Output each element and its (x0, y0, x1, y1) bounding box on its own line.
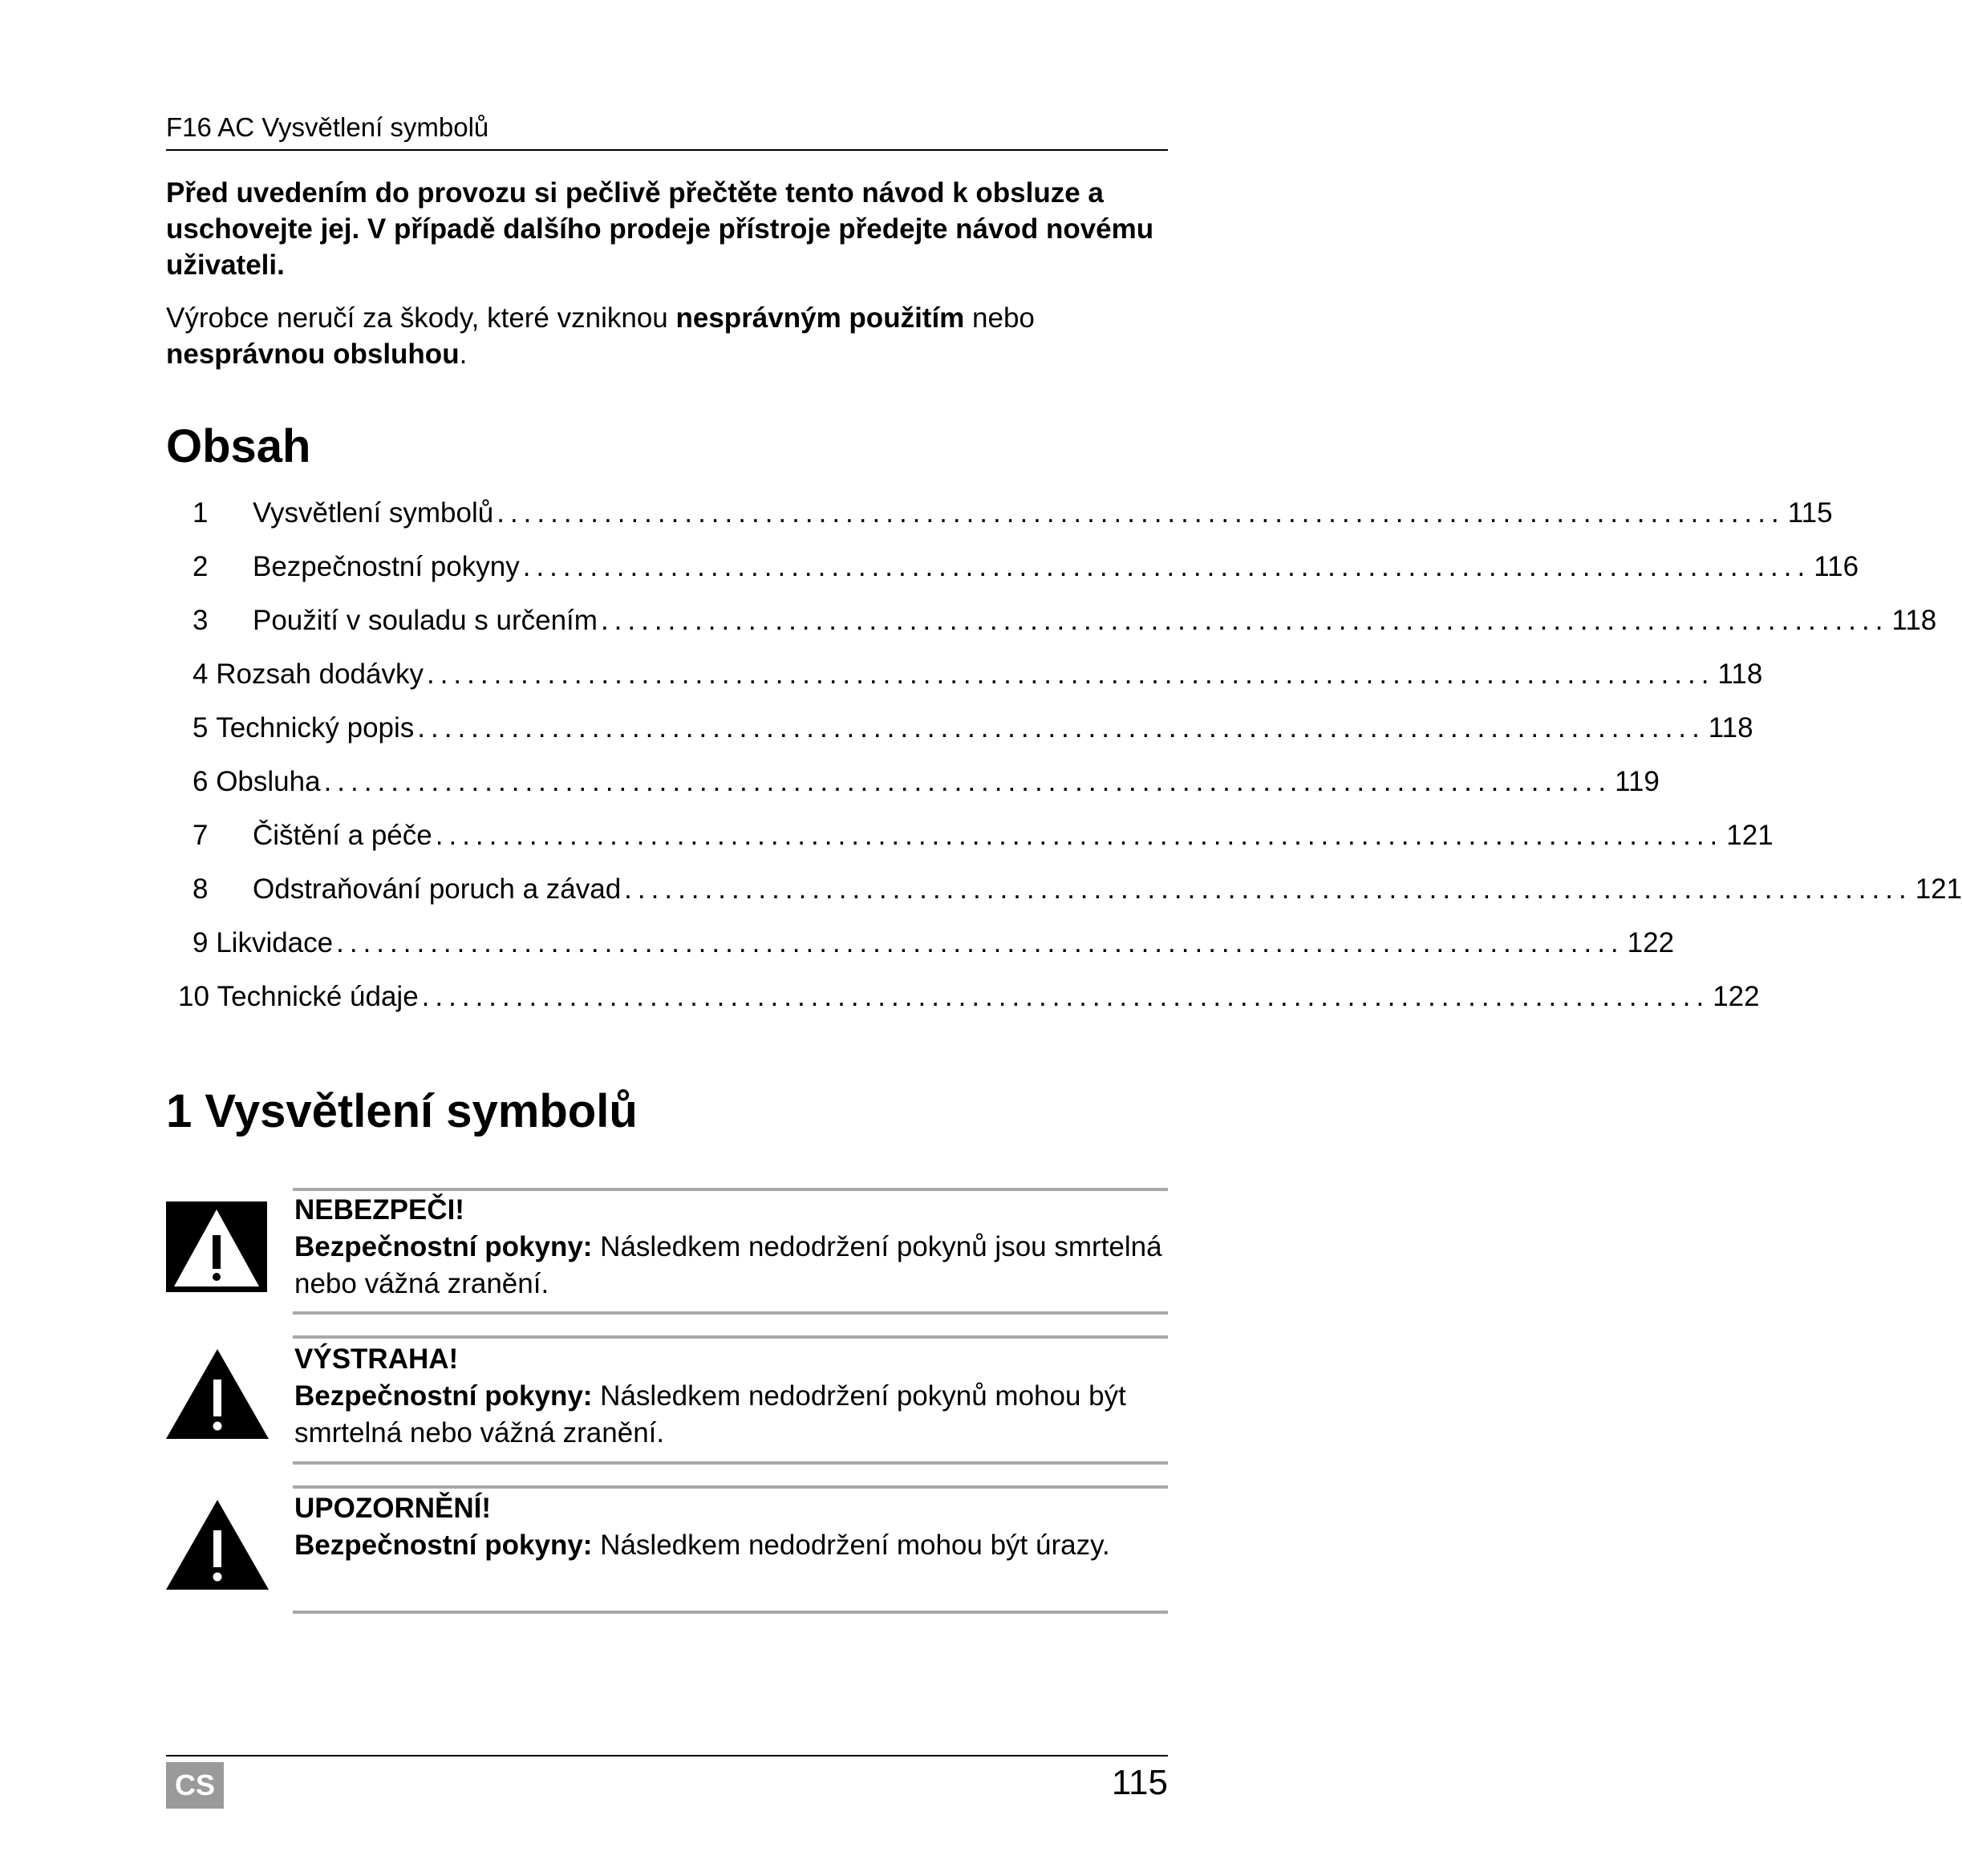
warning-caution (294, 1490, 1177, 1564)
toc-entry-page: 121 (1726, 820, 1774, 851)
toc-entry-number: 2 (193, 551, 209, 582)
footer-rule (166, 1755, 1168, 1756)
warning-rule-bottom (293, 1311, 1168, 1315)
warning-danger (294, 1192, 1177, 1303)
toc-entry-number: 7 (193, 820, 209, 851)
toc-entry-page: 115 (1787, 497, 1833, 529)
toc-entry-page: 118 (1717, 658, 1763, 690)
warning-rule-bottom (293, 1461, 1168, 1465)
toc-entry-number: 5 (193, 712, 209, 744)
toc-entry[interactable] (193, 657, 1763, 692)
toc-entry-title: Obsluha (216, 766, 321, 797)
toc-leader-dots: ................................................................................................ (522, 551, 1811, 582)
header-rule (166, 149, 1168, 151)
warning-rule-top (293, 1335, 1168, 1339)
toc-entry[interactable] (193, 603, 1937, 638)
toc-leader-dots: ................................................................................................ (497, 497, 1785, 529)
toc-leader-dots: ................................................................................................ (600, 605, 1889, 636)
toc-entry-title: Čištění a péče (253, 820, 432, 851)
warning-body (294, 1378, 1177, 1452)
warning-bold-lead: Bezpečnostní pokyny: (294, 1530, 593, 1561)
toc-entry-number: 3 (193, 605, 209, 636)
warning-body (294, 1527, 1177, 1564)
intro-liability-paragraph (166, 300, 1177, 372)
toc-entry[interactable] (193, 818, 1774, 853)
toc-entry-page: 118 (1708, 712, 1753, 744)
toc-leader-dots: ................................................................................................ (426, 658, 1715, 690)
warning-text: Následkem nedodržení pokynů jsou smrtelná nebo vážná zranění. (294, 1231, 1162, 1299)
toc-entry[interactable] (193, 764, 1660, 800)
toc-entry-page: 121 (1915, 873, 1962, 905)
warning-body (294, 1229, 1177, 1303)
toc-leader-dots: ................................................................................................ (417, 712, 1705, 744)
warning-triangle-icon (166, 1349, 269, 1439)
intro-bold-operation: nesprávnou obsluhou (166, 338, 460, 370)
toc-entry-title: Technický popis (216, 712, 415, 744)
toc-leader-dots: ................................................................................................ (435, 820, 1724, 851)
danger-warning-icon (166, 1201, 267, 1292)
toc-entry-title: Použití v souladu s určením (253, 605, 598, 636)
warning-text: Následkem nedodržení pokynů mohou být smrtelná nebo vážná zranění. (294, 1380, 1126, 1449)
toc-entry-page: 122 (1713, 981, 1760, 1012)
toc-entry-title: Technické údaje (217, 981, 419, 1012)
intro-bold-paragraph: Před uvedením do provozu si pečlivě přečtěte tento návod k obsluze a uschovejte jej. V případě dalšího prodeje přístroje předejte návod novému uživateli. (166, 177, 1154, 281)
toc-entry-number: 10 (178, 981, 209, 1012)
toc-entry[interactable] (193, 496, 1833, 531)
toc-entry-title: Bezpečnostní pokyny (253, 551, 520, 582)
toc-entry-page: 119 (1615, 766, 1660, 797)
warning-label: NEBEZPEČI! (294, 1194, 464, 1226)
toc-entry-page: 122 (1627, 927, 1675, 958)
warning-text: Následkem nedodržení mohou být úrazy. (592, 1530, 1110, 1561)
intro-text-end: . (459, 338, 468, 370)
toc-leader-dots: ................................................................................................ (624, 873, 1912, 905)
toc-entry[interactable] (193, 872, 1962, 907)
toc-entry-title: Rozsah dodávky (216, 658, 424, 690)
language-badge: CS (166, 1762, 224, 1809)
toc-entry-title: Odstraňování poruch a závad (253, 873, 622, 905)
caution-triangle-icon (166, 1500, 269, 1590)
toc-leader-dots: ................................................................................................ (336, 927, 1624, 958)
toc-entry-number: 4 (193, 658, 209, 690)
toc-entry-title: Vysvětlení symbolů (253, 497, 494, 529)
toc-entry[interactable] (193, 549, 1859, 585)
toc-entry-number: 8 (193, 873, 209, 905)
toc-entry-number: 6 (193, 766, 209, 797)
warning-rule-bottom (293, 1611, 1168, 1614)
toc-entry[interactable] (193, 926, 1675, 961)
intro-bold-misuse: nesprávným použitím (675, 302, 965, 334)
warning-label: VÝSTRAHA! (294, 1343, 459, 1375)
toc-entry-number: 9 (193, 927, 209, 958)
toc-entry-page: 118 (1891, 605, 1937, 636)
toc-heading: Obsah (166, 420, 311, 472)
intro-text-mid: nebo (964, 302, 1035, 334)
warning-bold-lead: Bezpečnostní pokyny: (294, 1231, 593, 1262)
intro-text-start: Výrobce neručí za škody, které vzniknou (166, 302, 676, 334)
warning-bold-lead: Bezpečnostní pokyny: (294, 1380, 593, 1412)
toc-entry-title: Likvidace (216, 927, 334, 958)
toc-entry-page: 116 (1814, 551, 1859, 582)
toc-entry-number: 1 (193, 497, 209, 529)
page-number: 115 (1111, 1763, 1168, 1802)
warning-label: UPOZORNĚNÍ! (294, 1493, 491, 1524)
section-heading: 1 Vysvětlení symbolů (166, 1085, 638, 1137)
warning-rule-top (293, 1485, 1168, 1489)
running-header: F16 AC Vysvětlení symbolů (166, 112, 489, 142)
toc-leader-dots: ................................................................................................ (421, 981, 1710, 1012)
toc-entry[interactable] (178, 979, 1760, 1015)
warning-rule-top (293, 1188, 1168, 1191)
warning-warning (294, 1341, 1177, 1452)
toc-leader-dots: ................................................................................................ (323, 766, 1612, 797)
toc-entry[interactable] (193, 711, 1753, 746)
